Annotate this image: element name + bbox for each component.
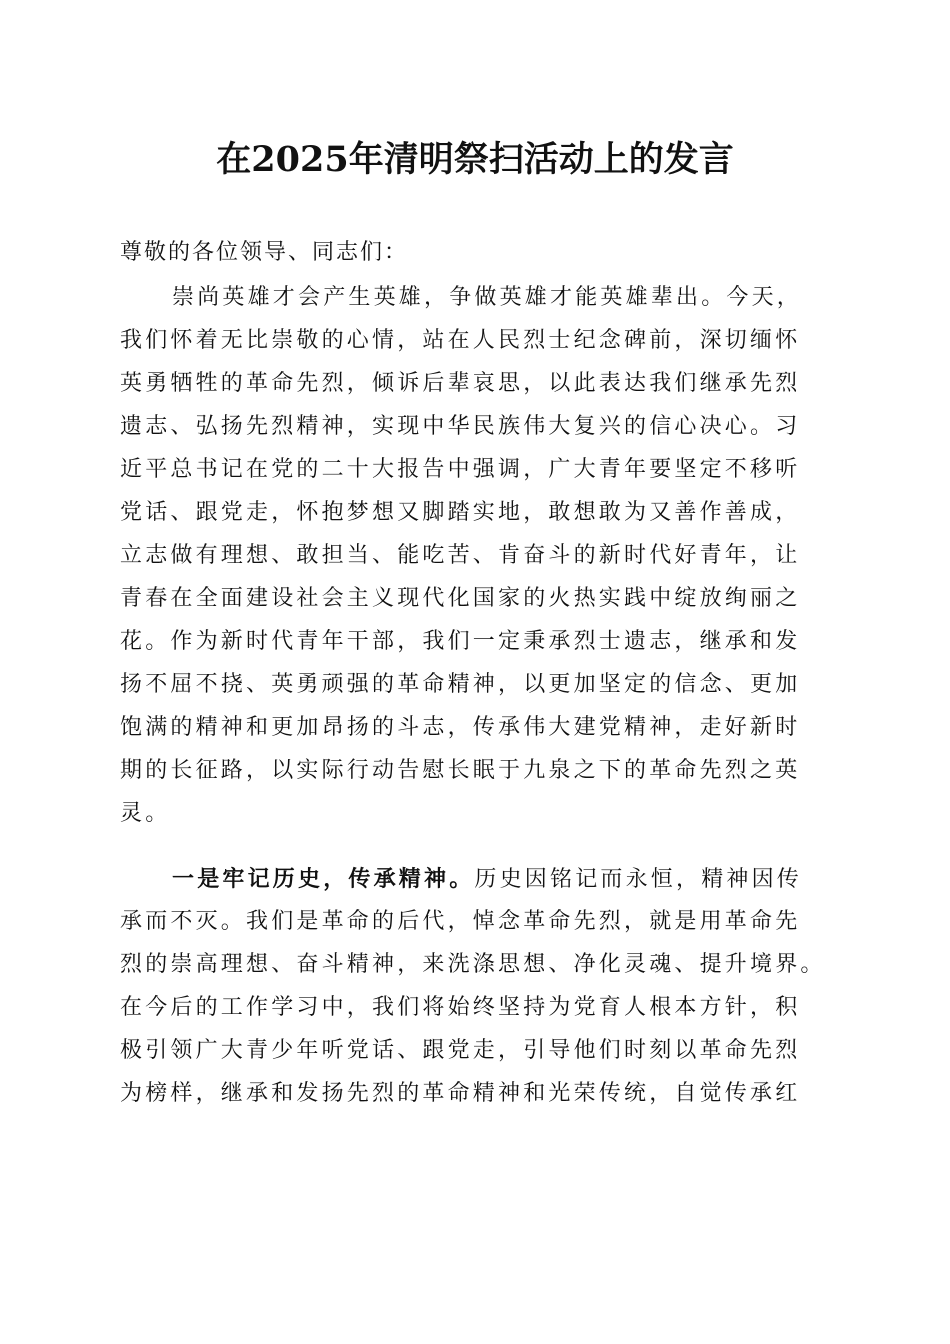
paragraph-line: 承而不灭。我们是革命的后代，悼念革命先烈，就是用革命先	[120, 909, 801, 934]
paragraph-line: 在今后的工作学习中，我们将始终坚持为党育人根本方针，积	[120, 995, 801, 1020]
paragraph-line: 立志做有理想、敢担当、能吃苦、肯奋斗的新时代好青年，让	[120, 543, 801, 568]
paragraph-line: 饱满的精神和更加昂扬的斗志，传承伟大建党精神，走好新时	[120, 715, 801, 740]
document-title: 在2025年清明祭扫活动上的发言	[216, 139, 734, 180]
salutation: 尊敬的各位领导、同志们：	[120, 240, 409, 265]
paragraph-line: 烈的崇高理想、奋斗精神，来洗涤思想、净化灵魂、提升境界。	[120, 952, 826, 977]
paragraph-line: 花。作为新时代青年干部，我们一定秉承烈士遗志，继承和发	[120, 629, 801, 654]
paragraph-line: 灵。	[120, 801, 171, 826]
paragraph-text: 历史因铭记而永恒，精神因传	[474, 867, 803, 892]
paragraph-line	[172, 859, 832, 900]
paragraph-line: 崇尚英雄才会产生英雄，争做英雄才能英雄辈出。今天，	[172, 285, 803, 310]
paragraph-line: 青春在全面建设社会主义现代化国家的火热实践中绽放绚丽之	[120, 586, 801, 611]
paragraph-line: 为榜样，继承和发扬先烈的革命精神和光荣传统，自觉传承红	[120, 1081, 801, 1106]
paragraph-line: 期的长征路，以实际行动告慰长眠于九泉之下的革命先烈之英	[120, 758, 801, 783]
section-heading: 一是牢记历史，传承精神。	[172, 866, 475, 892]
paragraph-line: 极引领广大青少年听党话、跟党走，引导他们时刻以革命先烈	[120, 1038, 801, 1063]
paragraph-line: 党话、跟党走，怀抱梦想又脚踏实地，敢想敢为又善作善成，	[120, 500, 801, 525]
paragraph-line: 近平总书记在党的二十大报告中强调，广大青年要坚定不移听	[120, 457, 801, 482]
paragraph-line: 我们怀着无比崇敬的心情，站在人民烈士纪念碑前，深切缅怀	[120, 328, 801, 353]
paragraph-line: 英勇牺牲的革命先烈，倾诉后辈哀思，以此表达我们继承先烈	[120, 371, 801, 396]
paragraph-line: 扬不屈不挠、英勇顽强的革命精神，以更加坚定的信念、更加	[120, 672, 801, 697]
paragraph-line: 遗志、弘扬先烈精神，实现中华民族伟大复兴的信心决心。习	[120, 414, 801, 439]
